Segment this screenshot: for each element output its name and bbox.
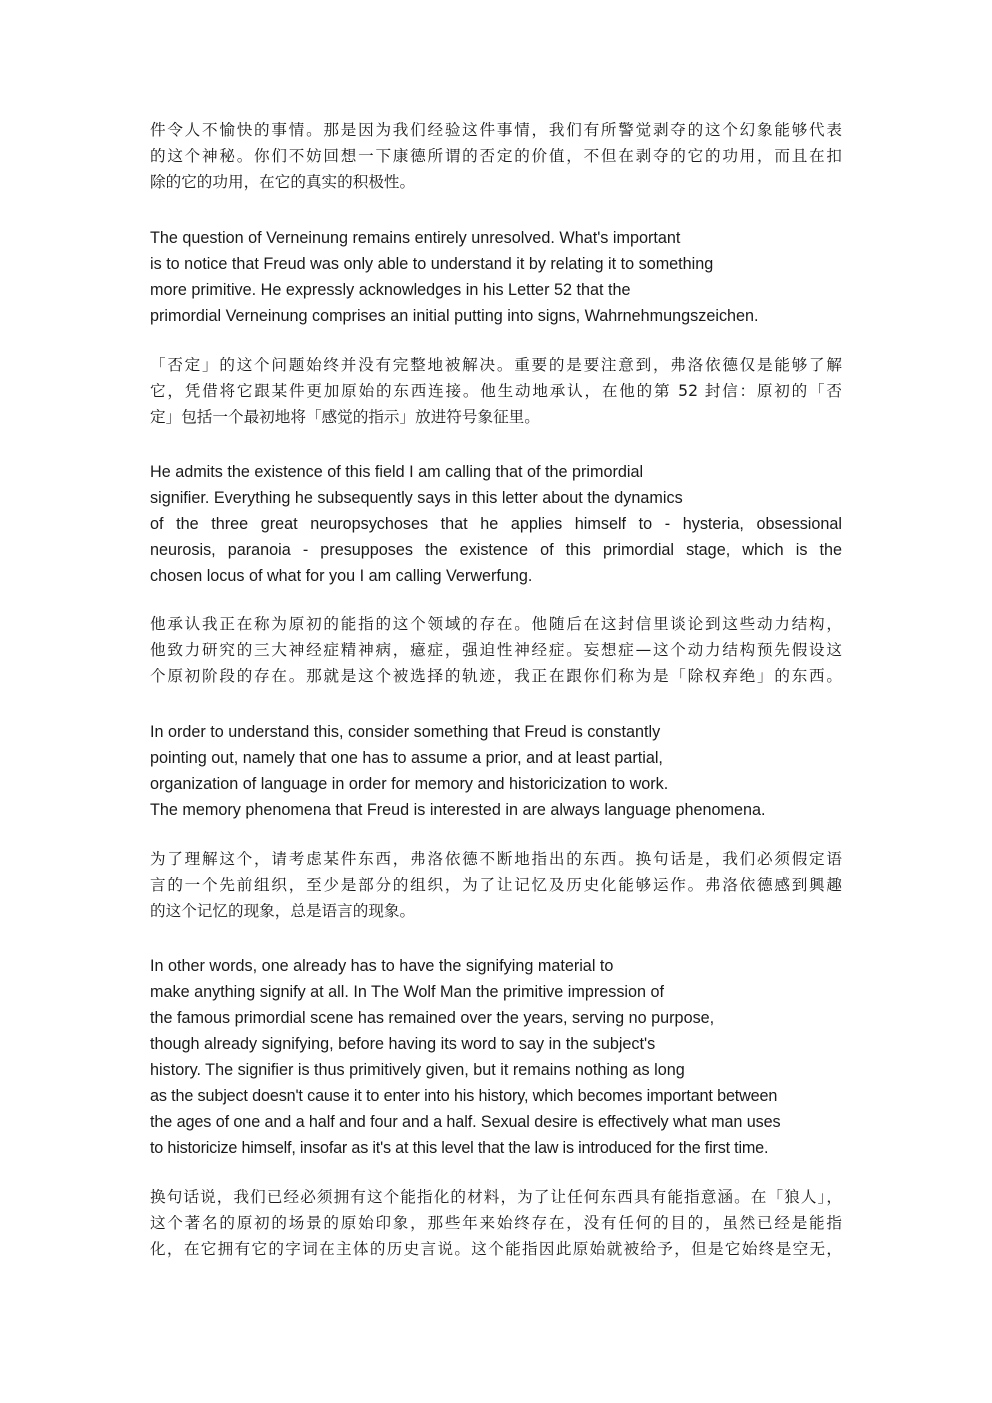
paragraph-zh <box>150 117 842 195</box>
text-line: 换句话说，我们已经必须拥有这个能指化的材料，为了让任何东西具有能指意涵。在「狼人」， <box>150 1188 842 1206</box>
text-line: 他承认我正在称为原初的能指的这个领域的存在。他随后在这封信里谈论到这些动力结构， <box>150 615 842 633</box>
text-line: signifier. Everything he subsequently says in this letter about the dynamics <box>150 489 683 507</box>
text-line: He admits the existence of this field I am calling that of the primordial <box>150 463 644 481</box>
text-line: The memory phenomena that Freud is interested in are always language phenomena. <box>150 801 766 819</box>
text-line: 件令人不愉快的事情。那是因为我们经验这件事情，我们有所警觉剥夺的这个幻象能够代表 <box>150 121 842 139</box>
text-line: 为了理解这个，请考虑某件东西，弗洛依德不断地指出的东西。换句话是，我们必须假定语 <box>150 850 842 868</box>
paragraph-zh <box>150 352 842 430</box>
text-line: 定」包括一个最初地将「感觉的指示」放进符号象征里。 <box>150 408 540 426</box>
text-line: pointing out, namely that one has to assume a prior, and at least partial, <box>150 749 663 767</box>
text-line: neurosis, paranoia - presupposes the existence of this primordial stage, which is the <box>150 541 842 559</box>
text-line: 的这个记忆的现象，总是语言的现象。 <box>150 902 416 920</box>
text-line: the ages of one and a half and four and a half. Sexual desire is effectively what man uses <box>150 1113 781 1131</box>
text-line: is to notice that Freud was only able to understand it by relating it to something <box>150 255 714 273</box>
text-line: make anything signify at all. In The Wolf Man the primitive impression of <box>150 983 665 1001</box>
text-line: chosen locus of what for you I am calling Verwerfung. <box>150 567 533 585</box>
text-line: more primitive. He expressly acknowledges in his Letter 52 that the <box>150 281 631 299</box>
text-line: In order to understand this, consider something that Freud is constantly <box>150 723 661 741</box>
paragraph-en <box>150 719 842 823</box>
text-line: as the subject doesn't cause it to enter into his history, which becomes important between <box>150 1087 778 1105</box>
text-line: to historicize himself, insofar as it's at this level that the law is introduced for the first time. <box>150 1139 769 1157</box>
text-line: 化，在它拥有它的字词在主体的历史言说。这个能指因此原始就被给予，但是它始终是空无， <box>150 1240 842 1258</box>
text-line: 的这个神秘。你们不妨回想一下康德所谓的否定的价值，不但在剥夺的它的功用，而且在扣 <box>150 147 842 165</box>
paragraph-zh <box>150 1184 842 1262</box>
text-line: 这个著名的原初的场景的原始印象，那些年来始终存在，没有任何的目的，虽然已经是能指 <box>150 1214 842 1232</box>
paragraph-en <box>150 953 842 1161</box>
text-line: organization of language in order for memory and historicization to work. <box>150 775 669 793</box>
paragraph-en <box>150 225 842 329</box>
text-line: 「否定」的这个问题始终并没有完整地被解决。重要的是要注意到，弗洛依德仅是能够了解 <box>150 356 842 374</box>
text-line: though already signifying, before having its word to say in the subject's <box>150 1035 656 1053</box>
text-line: the famous primordial scene has remained over the years, serving no purpose, <box>150 1009 715 1027</box>
text-line: 言的一个先前组织，至少是部分的组织，为了让记忆及历史化能够运作。弗洛依德感到興趣 <box>150 876 842 894</box>
text-line: 它，凭借将它跟某件更加原始的东西连接。他生动地承认，在他的第 52 封信：原初的「否 <box>150 382 842 400</box>
paragraph-zh <box>150 611 842 689</box>
paragraph-zh <box>150 846 842 924</box>
text-line: The question of Verneinung remains entirely unresolved. What's important <box>150 229 681 247</box>
text-line: of the three great neuropsychoses that he applies himself to - hysteria, obsessional <box>150 515 842 533</box>
text-line: primordial Verneinung comprises an initial putting into signs, Wahrnehmungszeichen. <box>150 307 759 325</box>
text-line: history. The signifier is thus primitively given, but it remains nothing as long <box>150 1061 685 1079</box>
text-line: 他致力研究的三大神经症精神病，癔症，强迫性神经症。妄想症—这个动力结构预先假设这 <box>150 641 842 659</box>
text-line: In other words, one already has to have the signifying material to <box>150 957 614 975</box>
text-line: 个原初阶段的存在。那就是这个被选择的轨迹，我正在跟你们称为是「除权弃绝」的东西。 <box>150 667 842 685</box>
text-line: 除的它的功用，在它的真实的积极性。 <box>150 173 416 191</box>
paragraph-en <box>150 459 842 589</box>
